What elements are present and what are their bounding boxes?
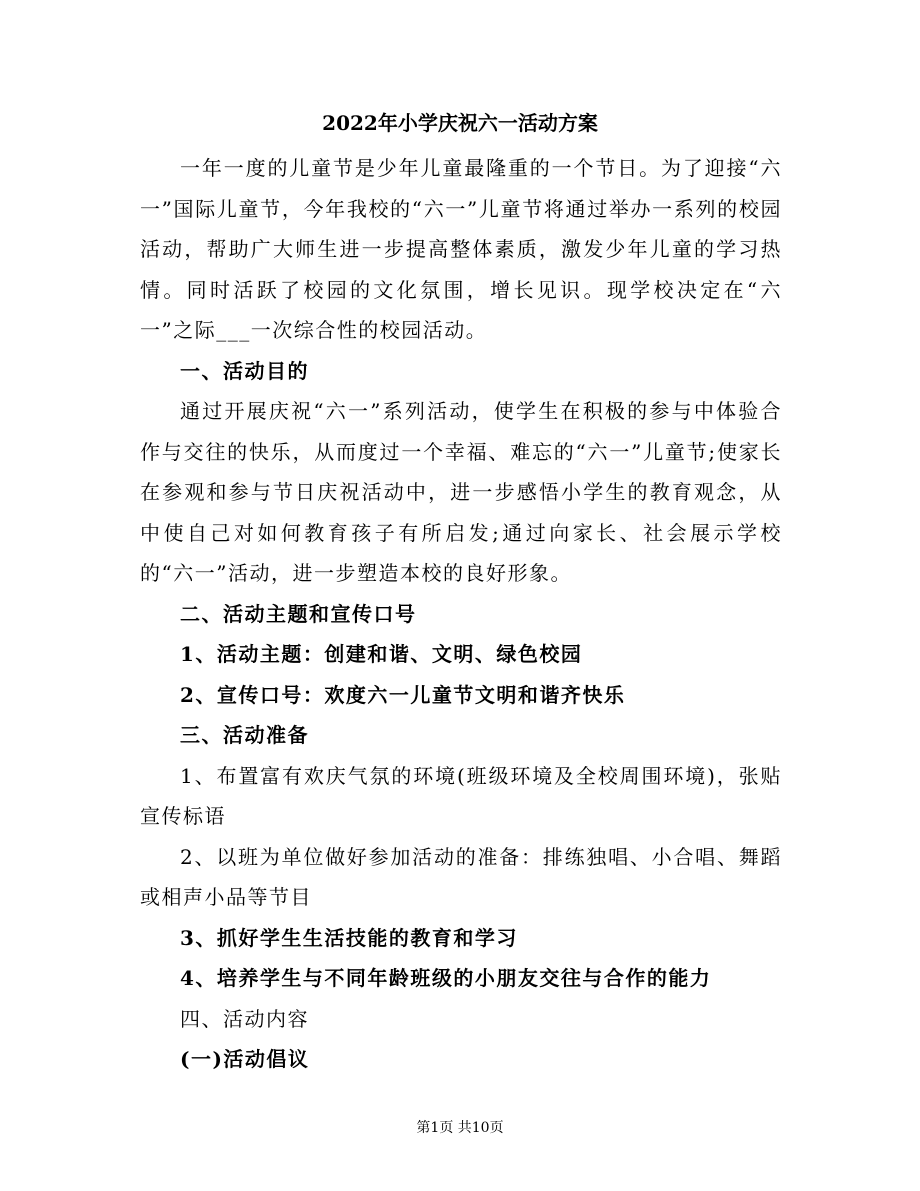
purpose-paragraph: 通过开展庆祝“六一”系列活动，使学生在积极的参与中体验合作与交往的快乐，从而度过一个幸福、难忘的“六一”儿童节;使家长在参观和参与节日庆祝活动中，进一步感悟小学生的教育观念，从中使自己对如何教育孩子有所启发;通过向家长、社会展示学校的“六一”活动，进一步塑造本校的良好形象。 bbox=[140, 399, 782, 585]
slogan-item: 2、宣传口号：欢度六一儿童节文明和谐齐快乐 bbox=[180, 682, 626, 707]
section-heading-preparation: 三、活动准备 bbox=[180, 723, 309, 747]
section-heading-theme: 二、活动主题和宣传口号 bbox=[180, 601, 417, 626]
preparation-item-3: 3、抓好学生生活技能的教育和学习 bbox=[180, 925, 518, 950]
preparation-item-2: 2、以班为单位做好参加活动的准备：排练独唱、小合唱、舞蹈或相声小品等节目 bbox=[140, 844, 782, 909]
section-heading-purpose: 一、活动目的 bbox=[180, 358, 309, 383]
theme-item: 1、活动主题：创建和谐、文明、绿色校园 bbox=[180, 642, 583, 666]
page-number: 第1页 共10页 bbox=[416, 1120, 504, 1136]
subsection-heading-initiative: (一)活动倡议 bbox=[180, 1047, 310, 1071]
section-heading-content: 四、活动内容 bbox=[180, 1006, 309, 1031]
intro-paragraph: 一年一度的儿童节是少年儿童最隆重的一个节日。为了迎接“六一”国际儿童节，今年我校的“六一”儿童节将通过举办一系列的校园活动，帮助广大师生进一步提高整体素质，激发少年儿童的学习热情。同时活跃了校园的文化氛围，增长见识。现学校决定在“六一”之际___一次综合性的校园活动。 bbox=[140, 156, 782, 342]
preparation-item-1: 1、布置富有欢庆气氛的环境(班级环境及全校周围环境)，张贴宣传标语 bbox=[140, 763, 782, 828]
document-title: 2022年小学庆祝六一活动方案 bbox=[322, 111, 598, 135]
preparation-item-4: 4、培养学生与不同年龄班级的小朋友交往与合作的能力 bbox=[180, 966, 712, 990]
document-body bbox=[140, 148, 782, 1080]
